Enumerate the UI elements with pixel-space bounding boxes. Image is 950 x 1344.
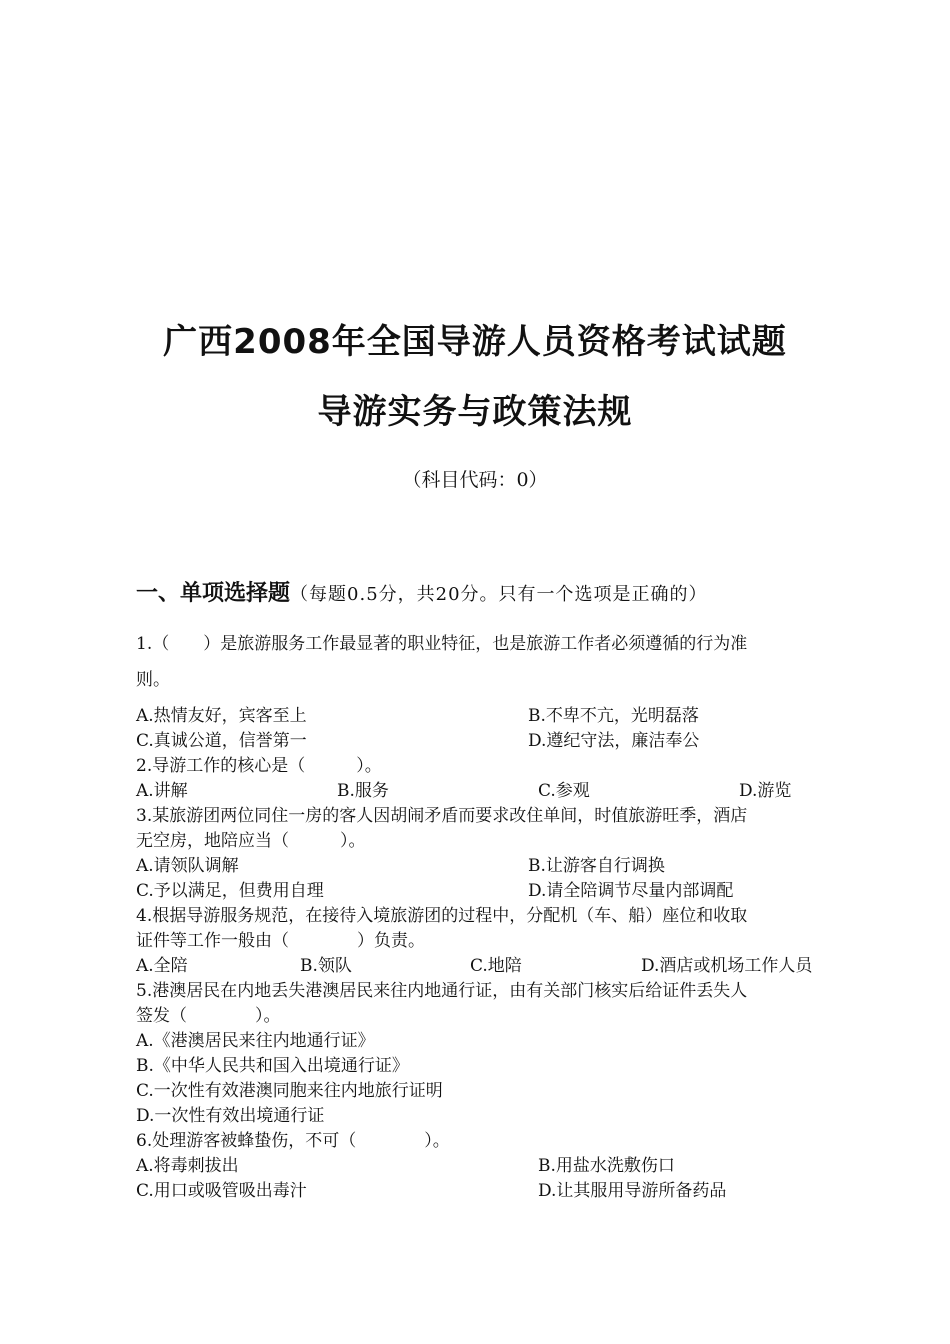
question-2-option-c: C.参观 bbox=[538, 781, 590, 801]
question-3-stem-line-1: 3.某旅游团两位同住一房的客人因胡闹矛盾而要求改住单间，时值旅游旺季，酒店 bbox=[136, 806, 748, 826]
question-2-stem-line-1: 2.导游工作的核心是（ ）。 bbox=[136, 756, 382, 776]
question-5-stem-line-2: 签发（ ）。 bbox=[136, 1006, 281, 1026]
question-2-option-d: D.游览 bbox=[739, 781, 792, 801]
question-5-stem-line-1: 5.港澳居民在内地丢失港澳居民来往内地通行证，由有关部门核实后给证件丢失人 bbox=[136, 981, 748, 1001]
page-title: 广西2008年全国导游人员资格考试试题 bbox=[163, 322, 787, 362]
question-5-option-a: A.《港澳居民来往内地通行证》 bbox=[136, 1031, 375, 1051]
section-title: 一、单项选择题 bbox=[136, 581, 291, 606]
question-4-stem-line-1: 4.根据导游服务规范，在接待入境旅游团的过程中，分配机（车、船）座位和收取 bbox=[136, 906, 748, 926]
question-3-option-d: D.请全陪调节尽量内部调配 bbox=[528, 881, 734, 901]
question-4-stem-line-2: 证件等工作一般由（ ）负责。 bbox=[136, 931, 425, 951]
question-3-option-c: C.予以满足，但费用自理 bbox=[136, 881, 324, 901]
question-6-option-b: B.用盐水洗敷伤口 bbox=[538, 1156, 675, 1176]
question-4-option-a: A.全陪 bbox=[136, 956, 188, 976]
question-1-stem-line-2: 则。 bbox=[136, 670, 170, 690]
question-1-option-b: B.不卑不亢，光明磊落 bbox=[528, 706, 699, 726]
question-4-option-c: C.地陪 bbox=[470, 956, 522, 976]
question-5-option-d: D.一次性有效出境通行证 bbox=[136, 1106, 325, 1126]
question-2-option-a: A.讲解 bbox=[136, 781, 188, 801]
question-5-option-c: C.一次性有效港澳同胞来往内地旅行证明 bbox=[136, 1081, 443, 1101]
subject-code: （科目代码：0） bbox=[402, 469, 548, 491]
question-3-option-a: A.请领队调解 bbox=[136, 856, 239, 876]
question-4-option-d: D.酒店或机场工作人员 bbox=[641, 956, 813, 976]
question-2-option-b: B.服务 bbox=[337, 781, 389, 801]
question-1-option-c: C.真诚公道，信誉第一 bbox=[136, 731, 307, 751]
question-1-stem-line-1: 1.（ ）是旅游服务工作最显著的职业特征，也是旅游工作者必须遵循的行为准 bbox=[136, 634, 748, 654]
section-note: （每题0.5分，共20分。只有一个选项是正确的） bbox=[290, 584, 708, 605]
question-6-option-a: A.将毒刺拔出 bbox=[136, 1156, 239, 1176]
question-6-option-c: C.用口或吸管吸出毒汁 bbox=[136, 1181, 307, 1201]
question-6-option-d: D.让其服用导游所备药品 bbox=[538, 1181, 727, 1201]
section-header bbox=[136, 578, 836, 611]
question-5-option-b: B.《中华人民共和国入出境通行证》 bbox=[136, 1056, 409, 1076]
question-1-option-d: D.遵纪守法，廉洁奉公 bbox=[528, 731, 700, 751]
question-4-option-b: B.领队 bbox=[300, 956, 352, 976]
question-3-option-b: B.让游客自行调换 bbox=[528, 856, 665, 876]
question-1-option-a: A.热情友好，宾客至上 bbox=[136, 706, 307, 726]
question-3-stem-line-2: 无空房，地陪应当（ ）。 bbox=[136, 831, 366, 851]
question-6-stem-line-1: 6.处理游客被蜂蛰伤，不可（ ）。 bbox=[136, 1131, 450, 1151]
page-subtitle: 导游实务与政策法规 bbox=[317, 392, 633, 432]
